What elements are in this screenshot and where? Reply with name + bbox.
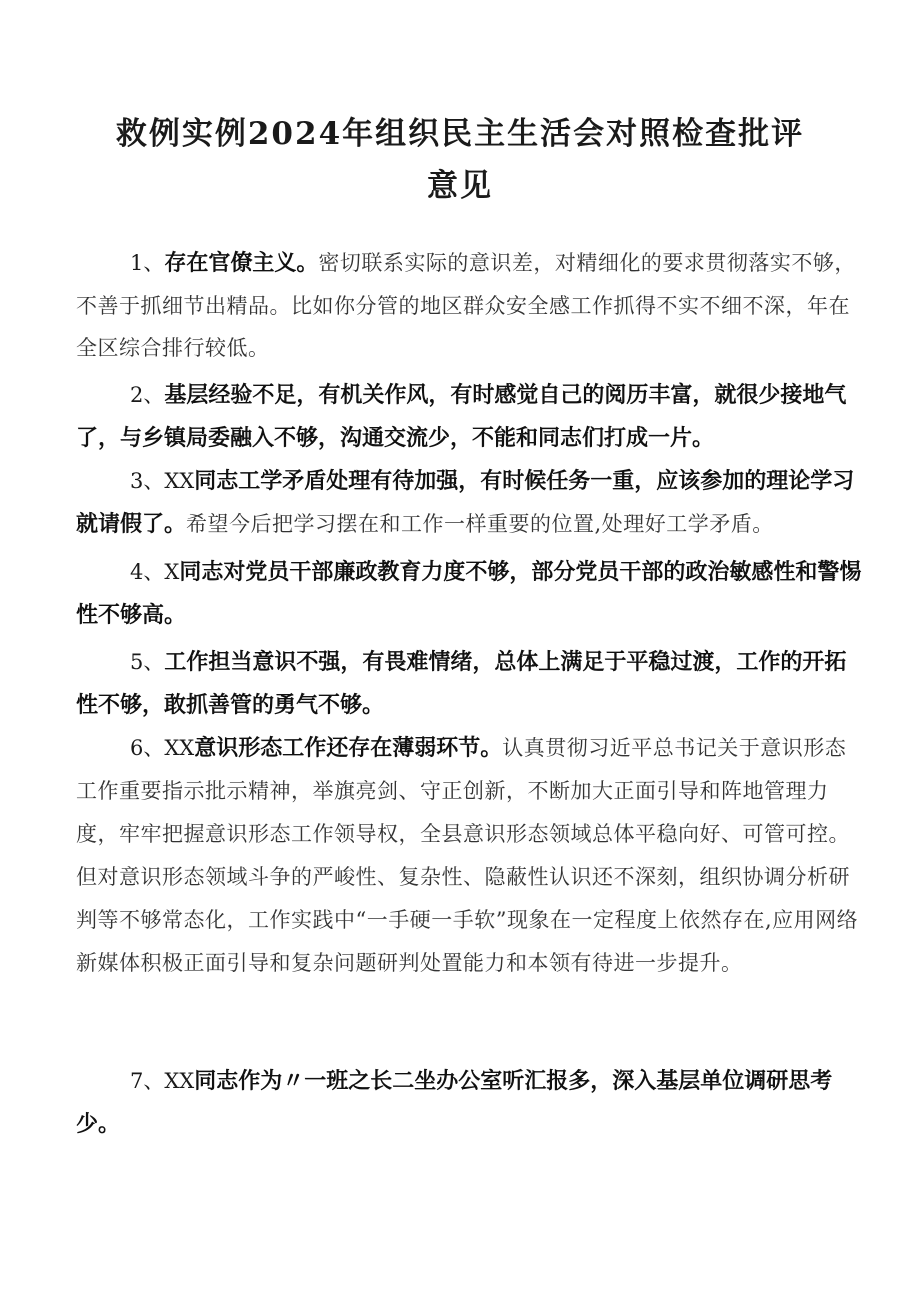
paragraph-number: 4、X	[130, 560, 180, 584]
paragraph-lead: 同志作为〃一班之长二坐办公室听汇报多，深入基层单位调研思考少。	[76, 1069, 833, 1137]
paragraph-lead: 同志对党员干部廉政教育力度不够，部分党员干部的政治敏感性和警惕性不够高。	[76, 560, 862, 628]
paragraph-lead: 工作担当意识不强，有畏难情绪，总体上满足于平稳过渡，工作的开拓性不够，敢抓善管的勇气不够。	[76, 650, 847, 718]
paragraph-number: 1、	[130, 251, 165, 275]
paragraph-number: 5、	[130, 650, 165, 674]
paragraph-body: 密切联系实际的意识差，对精细化的要求贯彻落实不够，不善于抓细节出精品。比如你分管的地区群众安全感工作抓得不实不细不深，年在全区综合排行较低。	[76, 251, 856, 360]
paragraph-number: 7、XX	[130, 1069, 195, 1093]
paragraph-3	[76, 460, 866, 546]
paragraph-number: 3、XX	[130, 469, 195, 493]
paragraph-body: 认真贯彻习近平总书记关于意识形态工作重要指示批示精神，举旗亮剑、守正创新，不断加大正面引导和阵地管理力度，牢牢把握意识形态工作领导权，全县意识形态领域总体平稳向好、可管可控。但对意识形态领域斗争的严峻性、复杂性、隐蔽性认识还不深刻，组织协调分析研判等不够常态化，工作实践中“一手硬一手软”现象在一定程度上依然存在,应用网络新媒体积极正面引导和复杂问题研判处置能力和本领有待进一步提升。	[76, 736, 859, 975]
paragraph-2	[76, 374, 866, 460]
paragraph-lead: 同志工学矛盾处理有待加强，有时候任务一重，应该参加的理论学习就请假了。	[76, 469, 855, 537]
paragraph-lead: 存在官僚主义。	[164, 251, 319, 276]
paragraph-7	[76, 1060, 866, 1146]
paragraph-1	[76, 242, 866, 369]
paragraph-lead: 意识形态工作还存在薄弱环节。	[194, 736, 503, 761]
paragraph-number: 6、XX	[130, 736, 195, 760]
paragraph-4	[76, 551, 866, 637]
paragraph-number: 2、	[130, 383, 165, 407]
paragraph-body: 希望今后把学习摆在和工作一样重要的位置,处理好工学矛盾。	[186, 512, 774, 536]
paragraph-6	[76, 727, 866, 985]
document-title: 救例实例2024年组织民主生活会对照检查批评意见	[115, 116, 805, 204]
paragraph-5	[76, 641, 866, 727]
paragraph-lead: 基层经验不足，有机关作风，有时感觉自己的阅历丰富，就很少接地气了，与乡镇局委融入不够，沟通交流少，不能和同志们打成一片。	[76, 383, 847, 451]
